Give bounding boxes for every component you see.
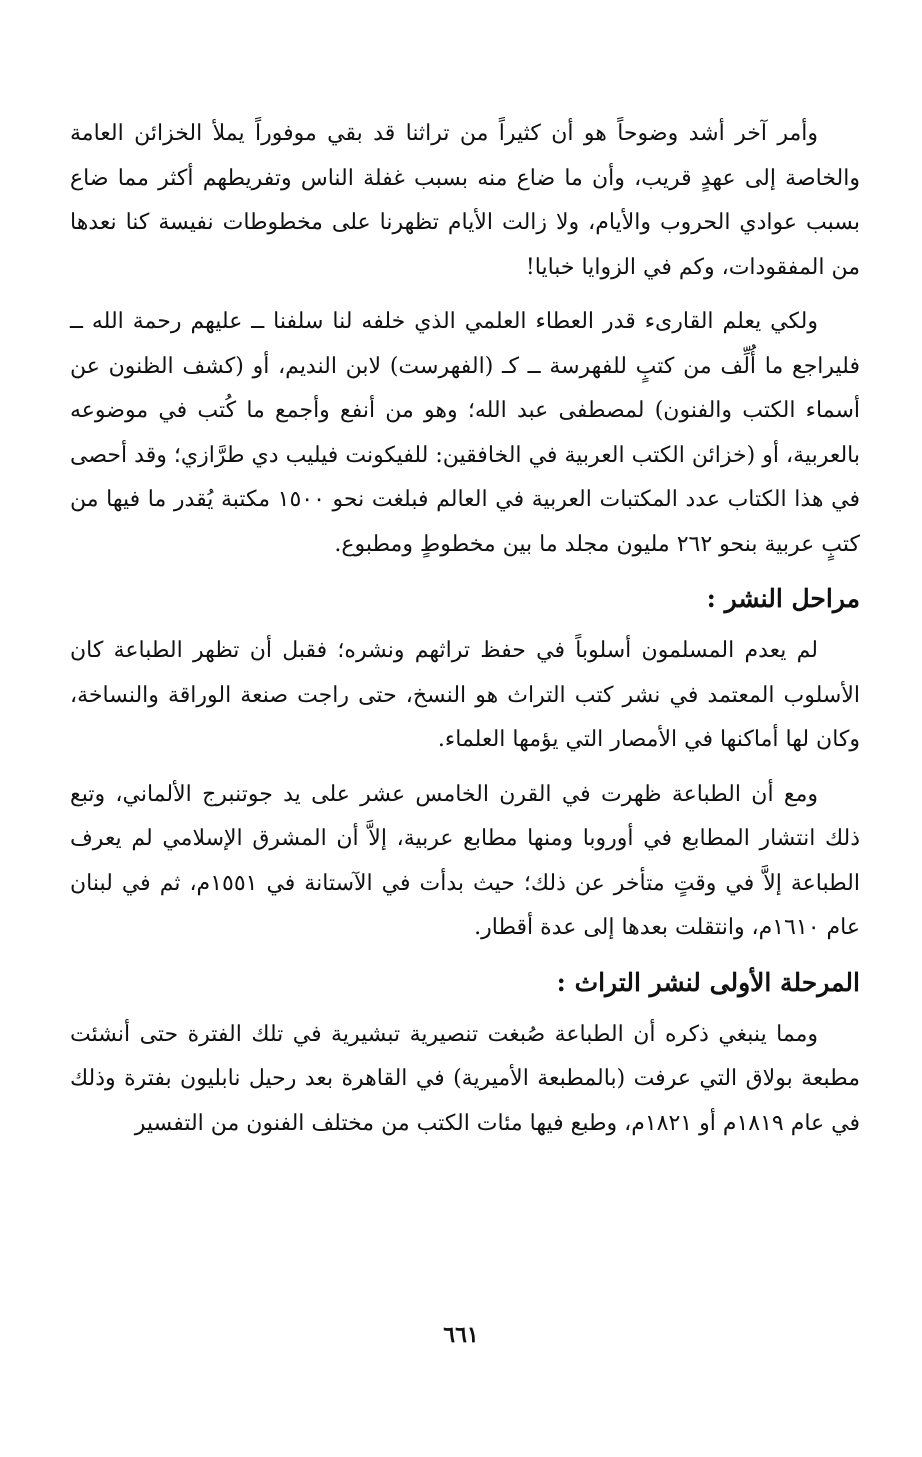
paragraph-2: ولكي يعلم القارىء قدر العطاء العلمي الذي خلفه لنا سلفنا ــ عليهم رحمة الله ــ فليراجع ما أُلِّف من كتبٍ للفهرسة ــ كـ (الفهرست) لابن النديم، أو (كشف الظنون عن أسماء الكتب والفنون) لمصطفى عبد الله؛ وهو من أنفع وأجمع ما كُتب في موضوعه بالعربية، أو (خزائن الكتب العربية في الخافقين: للفيكونت فيليب دي طرَّازي؛ وقد أحصى في هذا الكتاب عدد المكتبات العربية في العالم فبلغت نحو ١٥٠٠ مكتبة يُقدر ما فيها من كتبٍ عربية بنحو ٢٦٢ مليون مجلد ما بين مخطوطٍ ومطبوع. [70, 309, 860, 557]
paragraph-3: لم يعدم المسلمون أسلوباً في حفظ تراثهم ونشره؛ فقبل أن تظهر الطباعة كان الأسلوب المعتمد في نشر كتب التراث هو النسخ، حتى راجت صنعة الوراقة والنساخة، وكان لها أماكنها في الأمصار التي يؤمها العلماء. [70, 638, 860, 752]
paragraph-4: ومع أن الطباعة ظهرت في القرن الخامس عشر على يد جوتنبرج الألماني، وتبع ذلك انتشار المطابع في أوروبا ومنها مطابع عربية، إلاَّ أن المشرق الإسلامي لم يعرف الطباعة إلاَّ في وقتٍ متأخر عن ذلك؛ حيث بدأت في الآستانة في ١٥٥١م، ثم في لبنان عام ١٦١٠م، وانتقلت بعدها إلى عدة أقطار. [70, 781, 860, 940]
paragraph-5: ومما ينبغي ذكره أن الطباعة صُبغت تنصيرية تبشيرية في تلك الفترة حتى أنشئت مطبعة بولاق التي عرفت (بالمطبعة الأميرية) في القاهرة بعد رحيل نابليون بفترة وذلك في عام ١٨١٩م أو ١٨٢١م، وطبع فيها مئات الكتب من مختلف الفنون من التفسير [70, 1021, 860, 1136]
section-heading-publishing-stages: مراحل النشر : [706, 584, 860, 613]
page-number: ٦٦١ [443, 1322, 479, 1348]
paragraph-1: وأمر آخر أشد وضوحاً هو أن كثيراً من تراثنا قد بقي موفوراً يملأ الخزائن العامة والخاصة إلى عهدٍ قريب، وأن ما ضاع منه بسبب غفلة الناس وتفريطهم أكثر مما ضاع بسبب عوادي الحروب والأيام، ولا زالت الأيام تظهرنا على مخطوطات نفيسة كنا نعدها من المفقودات، وكم في الزوايا خبايا! [70, 121, 860, 280]
page-body [70, 112, 860, 1158]
section-heading-first-stage: المرحلة الأولى لنشر التراث : [556, 967, 860, 997]
